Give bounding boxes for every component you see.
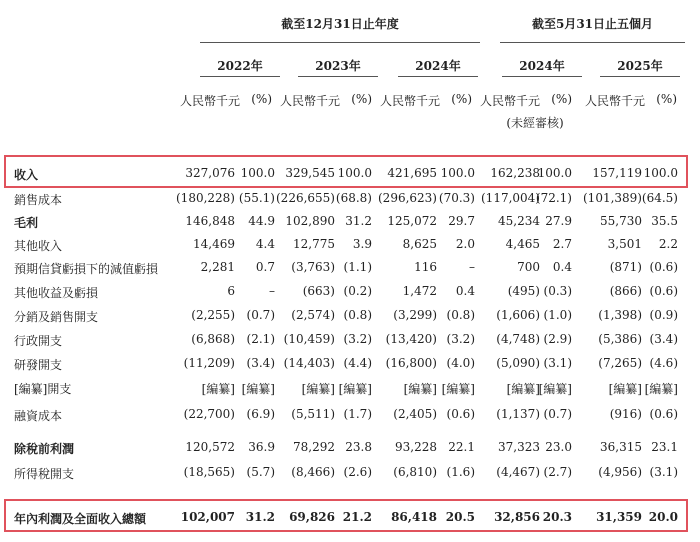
row-label: 研發開支 (14, 358, 63, 372)
row-value-cell: (4,748) (496, 332, 540, 346)
row-value-cell: (7,265) (598, 356, 642, 370)
row-label: 預期信貸虧損下的減值虧損 (14, 262, 159, 276)
row-value-cell: 3,501 (607, 237, 642, 251)
row-value-cell: (3,763) (291, 260, 335, 274)
row-value-cell: 4,465 (505, 237, 540, 251)
table-row (0, 257, 700, 279)
row-value-cell: 35.5 (651, 214, 678, 228)
unit-rmb-2022: 人民幣千元 (179, 94, 240, 108)
row-value-cell: (2.6) (343, 465, 372, 479)
row-label: 銷售成本 (14, 193, 63, 207)
row-value-cell: (4.0) (446, 356, 475, 370)
row-value-cell: [編纂] (538, 382, 572, 396)
row-value-cell: (5,511) (291, 407, 335, 421)
row-value-cell: (14,403) (283, 356, 335, 370)
row-value-cell: 21.2 (342, 510, 372, 524)
row-value-cell: (0.2) (343, 284, 372, 298)
row-value-cell: [編纂] (608, 382, 642, 396)
row-value-cell: (3.1) (649, 465, 678, 479)
row-value-cell: 700 (517, 260, 540, 274)
row-label: [編纂]開支 (14, 382, 72, 396)
row-value-cell: 78,292 (293, 440, 335, 454)
row-value-cell: (0.7) (543, 407, 572, 421)
period-full-year-heading: 截至12月31日止年度 (281, 17, 399, 31)
row-value-cell: (3.4) (649, 332, 678, 346)
row-value-cell: (495) (507, 284, 540, 298)
row-value-cell: 93,228 (395, 440, 437, 454)
row-value-cell: (1.6) (446, 465, 475, 479)
row-value-cell: 3.9 (352, 237, 372, 251)
row-value-cell: (866) (609, 284, 642, 298)
row-value-cell: (0.3) (543, 284, 572, 298)
row-value-cell: (70.3) (438, 191, 475, 205)
table-row (0, 281, 700, 303)
row-value-cell: 0.4 (455, 284, 475, 298)
row-value-cell: (226,655) (276, 191, 335, 205)
row-value-cell: (663) (302, 284, 335, 298)
row-value-cell: 2,281 (200, 260, 235, 274)
row-value-cell: (13,420) (385, 332, 437, 346)
row-label: 年內利潤及全面收入總額 (14, 512, 147, 526)
row-value-cell: (1.0) (543, 308, 572, 322)
row-value-cell: (22,700) (183, 407, 235, 421)
row-value-cell: (2.1) (246, 332, 275, 346)
row-value-cell: 102,890 (285, 214, 335, 228)
row-value-cell: (0.6) (649, 407, 678, 421)
year-heading-2024-five-months: 2024年 (519, 59, 565, 73)
table-row (0, 404, 700, 426)
row-value-cell: [編纂] (201, 382, 235, 396)
unit-rmb-2024: 人民幣千元 (379, 94, 440, 108)
year-rule-2022 (200, 76, 280, 77)
row-value-cell: 55,730 (600, 214, 642, 228)
row-value-cell: (1,137) (496, 407, 540, 421)
row-value-cell: (101,389) (583, 191, 642, 205)
row-value-cell: (72.1) (535, 191, 572, 205)
row-value-cell: 29.7 (448, 214, 475, 228)
row-value-cell: 1,472 (402, 284, 437, 298)
row-value-cell: 2.2 (658, 237, 678, 251)
row-value-cell: (0.9) (649, 308, 678, 322)
unit-rmb-2025: 人民幣千元 (584, 94, 645, 108)
year-rule-2024b (502, 76, 582, 77)
row-value-cell: (3.4) (246, 356, 275, 370)
row-value-cell: 22.1 (448, 440, 475, 454)
row-value-cell: (1.7) (343, 407, 372, 421)
row-value-cell: [編纂] (506, 382, 540, 396)
row-value-cell: (871) (609, 260, 642, 274)
row-value-cell: (0.8) (343, 308, 372, 322)
row-value-cell: 421,695 (387, 166, 437, 180)
row-value-cell: – (469, 260, 475, 274)
row-value-cell: (0.6) (649, 284, 678, 298)
row-value-cell: 4.4 (255, 237, 275, 251)
row-value-cell: 100.0 (537, 166, 572, 180)
row-value-cell: (2.9) (543, 332, 572, 346)
row-value-cell: (4.4) (343, 356, 372, 370)
row-value-cell: 329,545 (285, 166, 335, 180)
unit-pct-2022: (%) (251, 92, 272, 106)
row-value-cell: 8,625 (402, 237, 437, 251)
table-row (0, 234, 700, 256)
row-value-cell: (2,574) (291, 308, 335, 322)
row-value-cell: (3.2) (446, 332, 475, 346)
row-value-cell: (0.6) (446, 407, 475, 421)
row-value-cell: 100.0 (643, 166, 678, 180)
row-value-cell: (68.8) (335, 191, 372, 205)
row-value-cell: 2.0 (455, 237, 475, 251)
row-value-cell: 31.2 (345, 214, 372, 228)
row-value-cell: [編纂] (301, 382, 335, 396)
unit-rmb-2023: 人民幣千元 (279, 94, 340, 108)
period-five-months-rule (500, 42, 685, 43)
year-heading-2024: 2024年 (415, 59, 461, 73)
row-value-cell: (180,228) (176, 191, 235, 205)
table-row (0, 305, 700, 327)
table-row (0, 462, 700, 484)
row-value-cell: 36,315 (600, 440, 642, 454)
row-value-cell: 100.0 (240, 166, 275, 180)
row-value-cell: (296,623) (378, 191, 437, 205)
row-value-cell: 327,076 (185, 166, 235, 180)
row-value-cell: [編纂] (403, 382, 437, 396)
year-rule-2025 (600, 76, 680, 77)
row-value-cell: [編纂] (441, 382, 475, 396)
row-value-cell: (2,405) (393, 407, 437, 421)
row-value-cell: (1.1) (343, 260, 372, 274)
row-value-cell: 146,848 (185, 214, 235, 228)
row-label: 毛利 (14, 216, 39, 230)
row-value-cell: (1,606) (496, 308, 540, 322)
row-value-cell: (5,090) (496, 356, 540, 370)
year-rule-2023 (298, 76, 378, 77)
row-label: 收入 (14, 168, 39, 182)
row-value-cell: (3,299) (393, 308, 437, 322)
table-row (0, 437, 700, 459)
row-value-cell: 23.0 (545, 440, 572, 454)
row-value-cell: 20.5 (445, 510, 475, 524)
year-rule-2024 (398, 76, 478, 77)
row-value-cell: [編纂] (644, 382, 678, 396)
row-label: 行政開支 (14, 334, 63, 348)
row-value-cell: 100.0 (337, 166, 372, 180)
row-value-cell: (6.9) (246, 407, 275, 421)
row-value-cell: 100.0 (440, 166, 475, 180)
row-value-cell: (18,565) (183, 465, 235, 479)
year-heading-2025-five-months: 2025年 (617, 59, 663, 73)
row-value-cell: (117,004) (481, 191, 540, 205)
table-row (0, 188, 700, 210)
unit-pct-2024: (%) (451, 92, 472, 106)
row-value-cell: 23.8 (345, 440, 372, 454)
row-value-cell: 12,775 (293, 237, 335, 251)
row-value-cell: 125,072 (387, 214, 437, 228)
unit-pct-2023: (%) (351, 92, 372, 106)
row-value-cell: (0.6) (649, 260, 678, 274)
row-value-cell: (5,386) (598, 332, 642, 346)
row-value-cell: (4,956) (598, 465, 642, 479)
row-value-cell: (10,459) (283, 332, 335, 346)
row-value-cell: 14,469 (193, 237, 235, 251)
row-value-cell: [編纂] (241, 382, 275, 396)
row-value-cell: (3.2) (343, 332, 372, 346)
row-value-cell: 45,234 (498, 214, 540, 228)
row-value-cell: 23.1 (651, 440, 678, 454)
row-value-cell: 6 (227, 284, 235, 298)
row-label: 融資成本 (14, 409, 63, 423)
row-label: 除稅前利潤 (14, 442, 75, 456)
row-value-cell: 116 (414, 260, 437, 274)
row-value-cell: (4.6) (649, 356, 678, 370)
unit-pct-2024b: (%) (551, 92, 572, 106)
row-value-cell: 69,826 (289, 510, 335, 524)
period-five-months-heading: 截至5月31日止五個月 (531, 17, 654, 31)
row-value-cell: 0.7 (255, 260, 275, 274)
row-value-cell: (6,810) (393, 465, 437, 479)
period-full-year-rule (200, 42, 480, 43)
row-value-cell: 27.9 (545, 214, 572, 228)
row-value-cell: (0.8) (446, 308, 475, 322)
row-value-cell: 120,572 (185, 440, 235, 454)
row-value-cell: 37,323 (498, 440, 540, 454)
row-value-cell: 2.7 (552, 237, 572, 251)
row-value-cell: (2.7) (543, 465, 572, 479)
row-value-cell: 157,119 (592, 166, 642, 180)
unit-pct-2025: (%) (656, 92, 677, 106)
row-value-cell: – (269, 284, 275, 298)
row-value-cell: 44.9 (248, 214, 275, 228)
table-row (0, 163, 700, 185)
row-label: 其他收入 (14, 239, 63, 253)
table-row (0, 507, 700, 529)
row-value-cell: (0.7) (246, 308, 275, 322)
table-row (0, 329, 700, 351)
row-value-cell: 102,007 (180, 510, 235, 524)
row-value-cell: (6,868) (191, 332, 235, 346)
row-value-cell: (8,466) (291, 465, 335, 479)
row-value-cell: (1,398) (598, 308, 642, 322)
row-value-cell: (916) (609, 407, 642, 421)
row-label: 所得稅開支 (14, 467, 75, 481)
row-value-cell: (5.7) (246, 465, 275, 479)
row-value-cell: 31,359 (596, 510, 642, 524)
row-value-cell: (16,800) (385, 356, 437, 370)
row-value-cell: 36.9 (248, 440, 275, 454)
row-value-cell: (55.1) (238, 191, 275, 205)
row-value-cell: 162,238 (490, 166, 540, 180)
row-value-cell: (2,255) (191, 308, 235, 322)
row-value-cell: (64.5) (641, 191, 678, 205)
table-row (0, 211, 700, 233)
row-value-cell: (11,209) (183, 356, 235, 370)
year-heading-2022: 2022年 (217, 59, 263, 73)
row-value-cell: (3.1) (543, 356, 572, 370)
year-heading-2023: 2023年 (315, 59, 361, 73)
row-value-cell: 0.4 (552, 260, 572, 274)
unaudited-note: (未經審核) (506, 116, 564, 130)
row-value-cell: 20.0 (648, 510, 678, 524)
table-row (0, 353, 700, 375)
row-label: 其他收益及虧損 (14, 286, 99, 300)
row-value-cell: 20.3 (542, 510, 572, 524)
table-row (0, 377, 700, 399)
row-value-cell: [編纂] (338, 382, 372, 396)
row-label: 分銷及銷售開支 (14, 310, 99, 324)
row-value-cell: 86,418 (391, 510, 437, 524)
row-value-cell: 32,856 (494, 510, 540, 524)
unit-rmb-2024b: 人民幣千元 (479, 94, 540, 108)
row-value-cell: 31.2 (245, 510, 275, 524)
row-value-cell: (4,467) (496, 465, 540, 479)
